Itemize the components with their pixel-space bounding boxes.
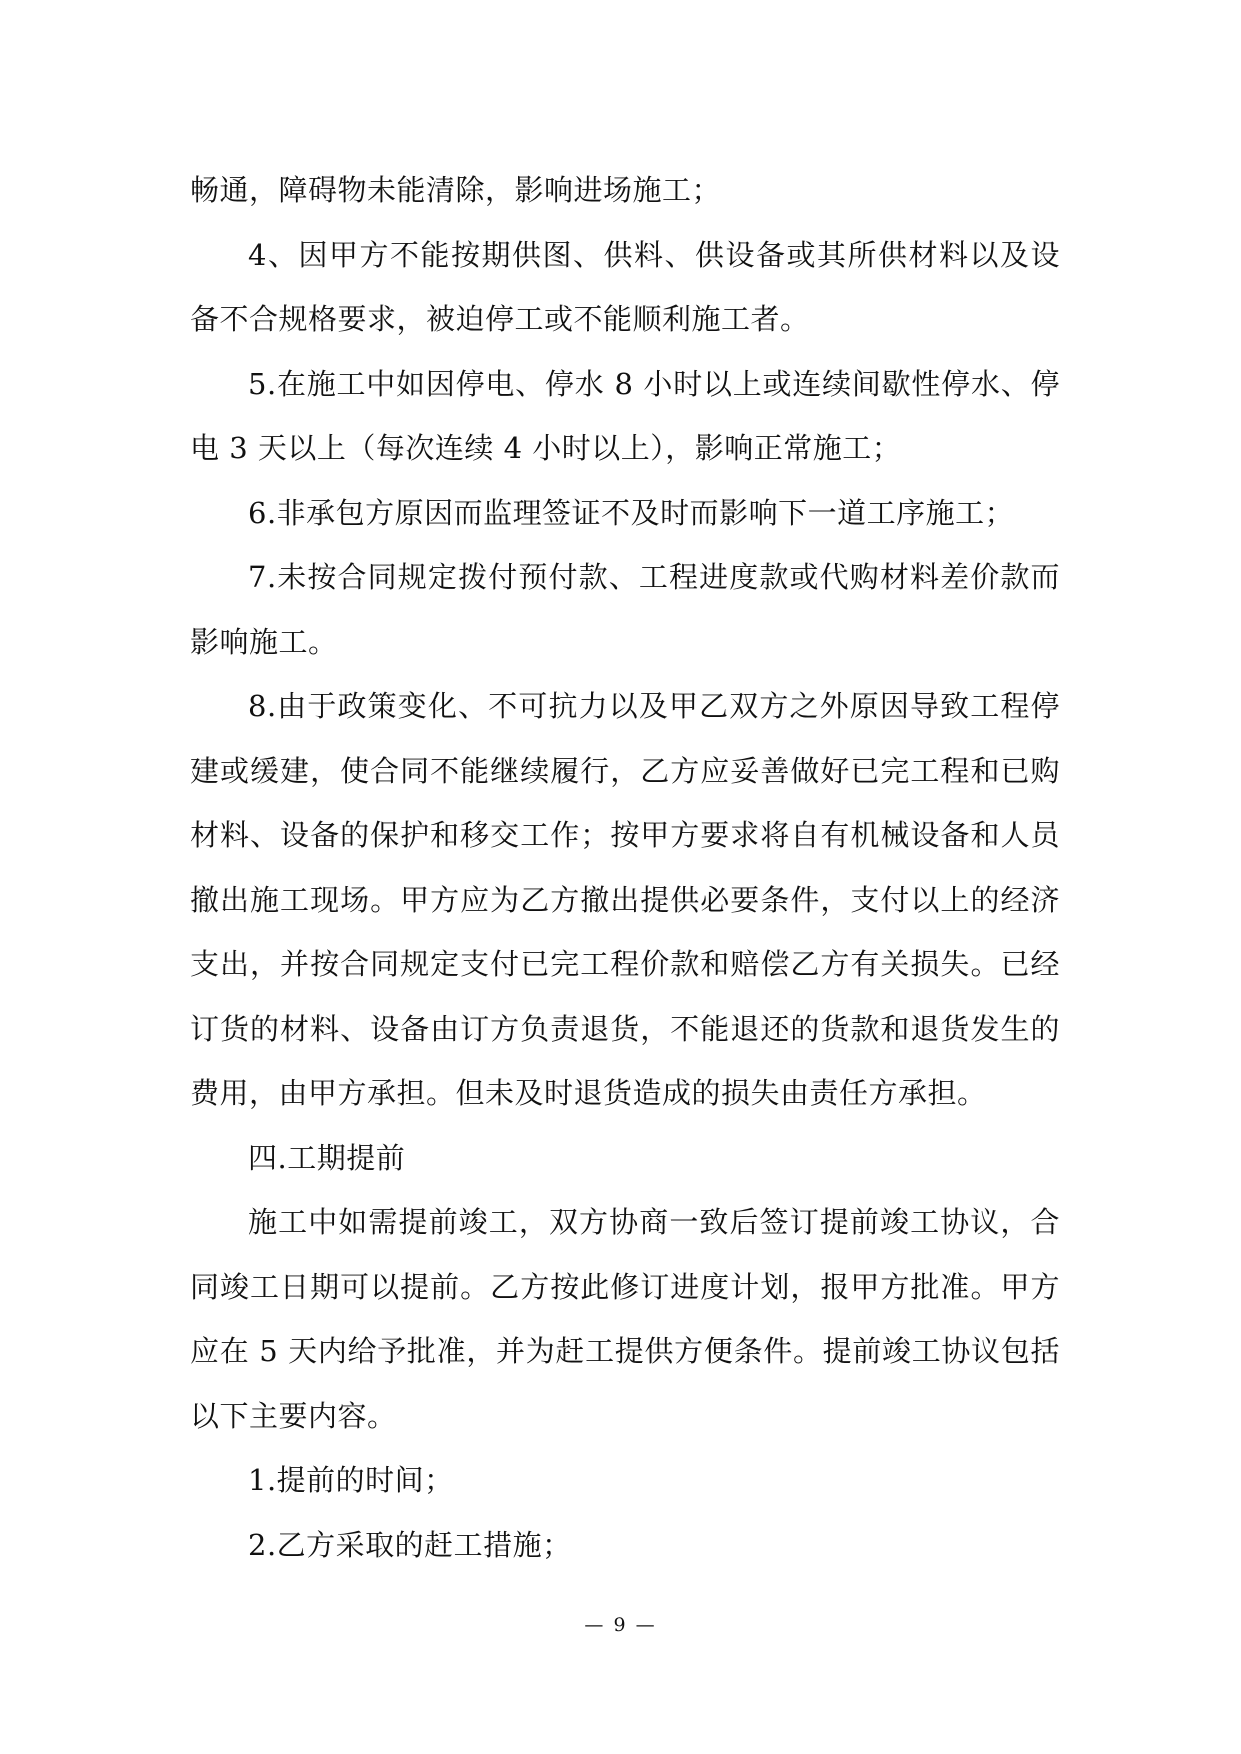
section-heading: 四.工期提前: [248, 1140, 406, 1175]
paragraph-item-8: 8.由于政策变化、不可抗力以及甲乙双方之外原因导致工程停建或缓建，使合同不能继续履行，乙方应妥善做好已完工程和已购材料、设备的保护和移交工作；按甲方要求将自有机械设备和人员撤出施工现场。甲方应为乙方撤出提供必要条件，支付以上的经济支出，并按合同规定支付已完工程价款和赔偿乙方有关损失。已经订货的材料、设备由订方负责退货，不能退还的货款和退货发生的费用，由甲方承担。但未及时退货造成的损失由责任方承担。: [190, 689, 1060, 1110]
list-item-1: 1.提前的时间；: [248, 1463, 454, 1497]
paragraph-item-4: 4、因甲方不能按期供图、供料、供设备或其所供材料以及设备不合规格要求，被迫停工或不能顺利施工者。: [190, 237, 1060, 336]
paragraph-item-6: 6.非承包方原因而监理签证不及时而影响下一道工序施工；: [248, 495, 1015, 530]
paragraph-early-completion: 施工中如需提前竣工，双方协商一致后签订提前竣工协议，合同竣工日期可以提前。乙方按此修订进度计划，报甲方批准。甲方应在 5 天内给予批准，并为赶工提供方便条件。提前竣工协议包括以下主要内容。: [190, 1205, 1060, 1433]
paragraph-continuation: 畅通，障碍物未能清除，影响进场施工；: [190, 173, 722, 207]
paragraph-item-5: 5.在施工中如因停电、停水 8 小时以上或连续间歇性停水、停电 3 天以上（每次连续 4 小时以上），影响正常施工；: [190, 366, 1060, 465]
page-number: — 9 —: [584, 1614, 657, 1636]
paragraph-item-7: 7.未按合同规定拨付预付款、工程进度款或代购材料差价款而影响施工。: [190, 560, 1060, 659]
document-body: [190, 158, 1060, 1577]
list-item-2: 2.乙方采取的赶工措施；: [248, 1527, 572, 1562]
